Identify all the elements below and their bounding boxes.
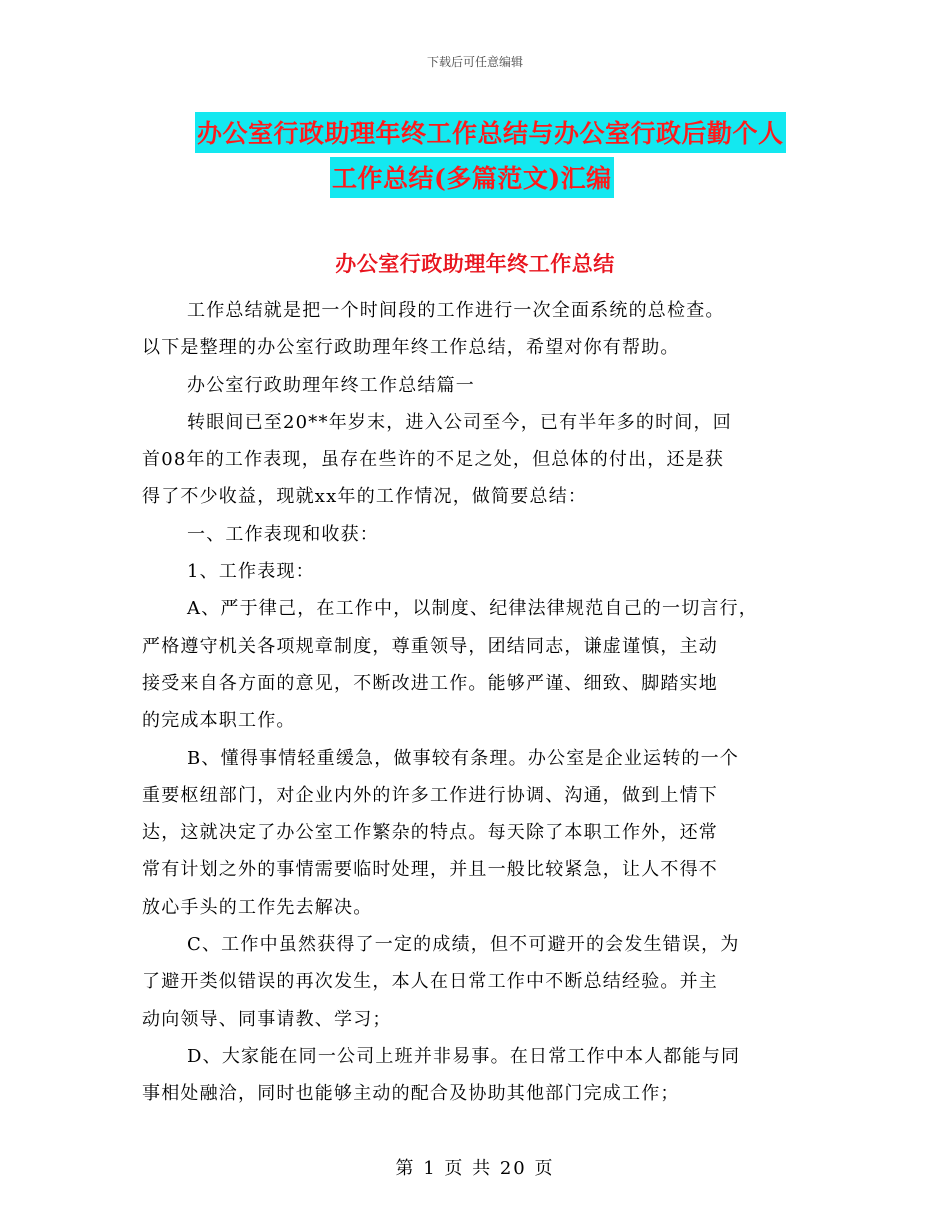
paragraph-line: 以下是整理的办公室行政助理年终工作总结，希望对你有帮助。 — [142, 337, 680, 359]
document-body — [142, 292, 822, 1113]
paragraph-line: 工作总结就是把一个时间段的工作进行一次全面系统的总检查。 — [187, 300, 725, 321]
paragraph-line: 达，这就决定了办公室工作繁杂的特点。每天除了本职工作外，还常 — [142, 822, 718, 844]
paragraph-line: 得了不少收益，现就xx年的工作情况，做简要总结： — [142, 486, 588, 508]
paragraph-line: B、懂得事情轻重缓急，做事较有条理。办公室是企业运转的一个 — [187, 747, 740, 769]
paragraph-line: 首08年的工作表现，虽存在些许的不足之处，但总体的付出，还是获 — [142, 449, 725, 471]
paragraph-line: 的完成本职工作。 — [142, 710, 296, 732]
paragraph-line: 一、工作表现和收获： — [187, 523, 379, 545]
paragraph-line: 1、工作表现： — [187, 561, 315, 583]
paragraph-line: A、严于律己，在工作中，以制度、纪律法律规范自己的一切言行， — [187, 598, 758, 620]
page-footer: 第 1 页 共 20 页 — [395, 1158, 555, 1179]
paragraph-line: D、大家能在同一公司上班并非易事。在日常工作中本人都能与同 — [187, 1045, 741, 1067]
header-note: 下载后可任意编辑 — [426, 55, 523, 69]
paragraph-line: C、工作中虽然获得了一定的成绩，但不可避开的会发生错误，为 — [187, 934, 740, 956]
paragraph-line: 动向领导、同事请教、学习； — [142, 1008, 392, 1030]
paragraph-line: 了避开类似错误的再次发生，本人在日常工作中不断总结经验。并主 — [142, 971, 718, 993]
document-title-line-1: 办公室行政助理年终工作总结与办公室行政后勤个人 — [195, 112, 786, 153]
paragraph-line: 常有计划之外的事情需要临时处理，并且一般比较紧急，让人不得不 — [142, 859, 718, 881]
paragraph-line: 严格遵守机关各项规章制度，尊重领导，团结同志，谦虚谨慎，主动 — [142, 635, 718, 657]
paragraph-line: 转眼间已至20**年岁末，进入公司至今，已有半年多的时间，回 — [187, 411, 732, 433]
paragraph-line: 事相处融洽，同时也能够主动的配合及协助其他部门完成工作； — [142, 1083, 680, 1105]
paragraph-line: 办公室行政助理年终工作总结篇一 — [187, 374, 475, 396]
paragraph-line: 接受来自各方面的意见，不断改进工作。能够严谨、细致、脚踏实地 — [142, 672, 718, 694]
document-title-line-2: 工作总结(多篇范文)汇编 — [330, 157, 614, 198]
paragraph-line: 放心手头的工作先去解决。 — [142, 896, 373, 918]
section-title: 办公室行政助理年终工作总结 — [335, 251, 615, 276]
paragraph-line: 重要枢纽部门，对企业内外的许多工作进行协调、沟通，做到上情下 — [142, 784, 718, 806]
